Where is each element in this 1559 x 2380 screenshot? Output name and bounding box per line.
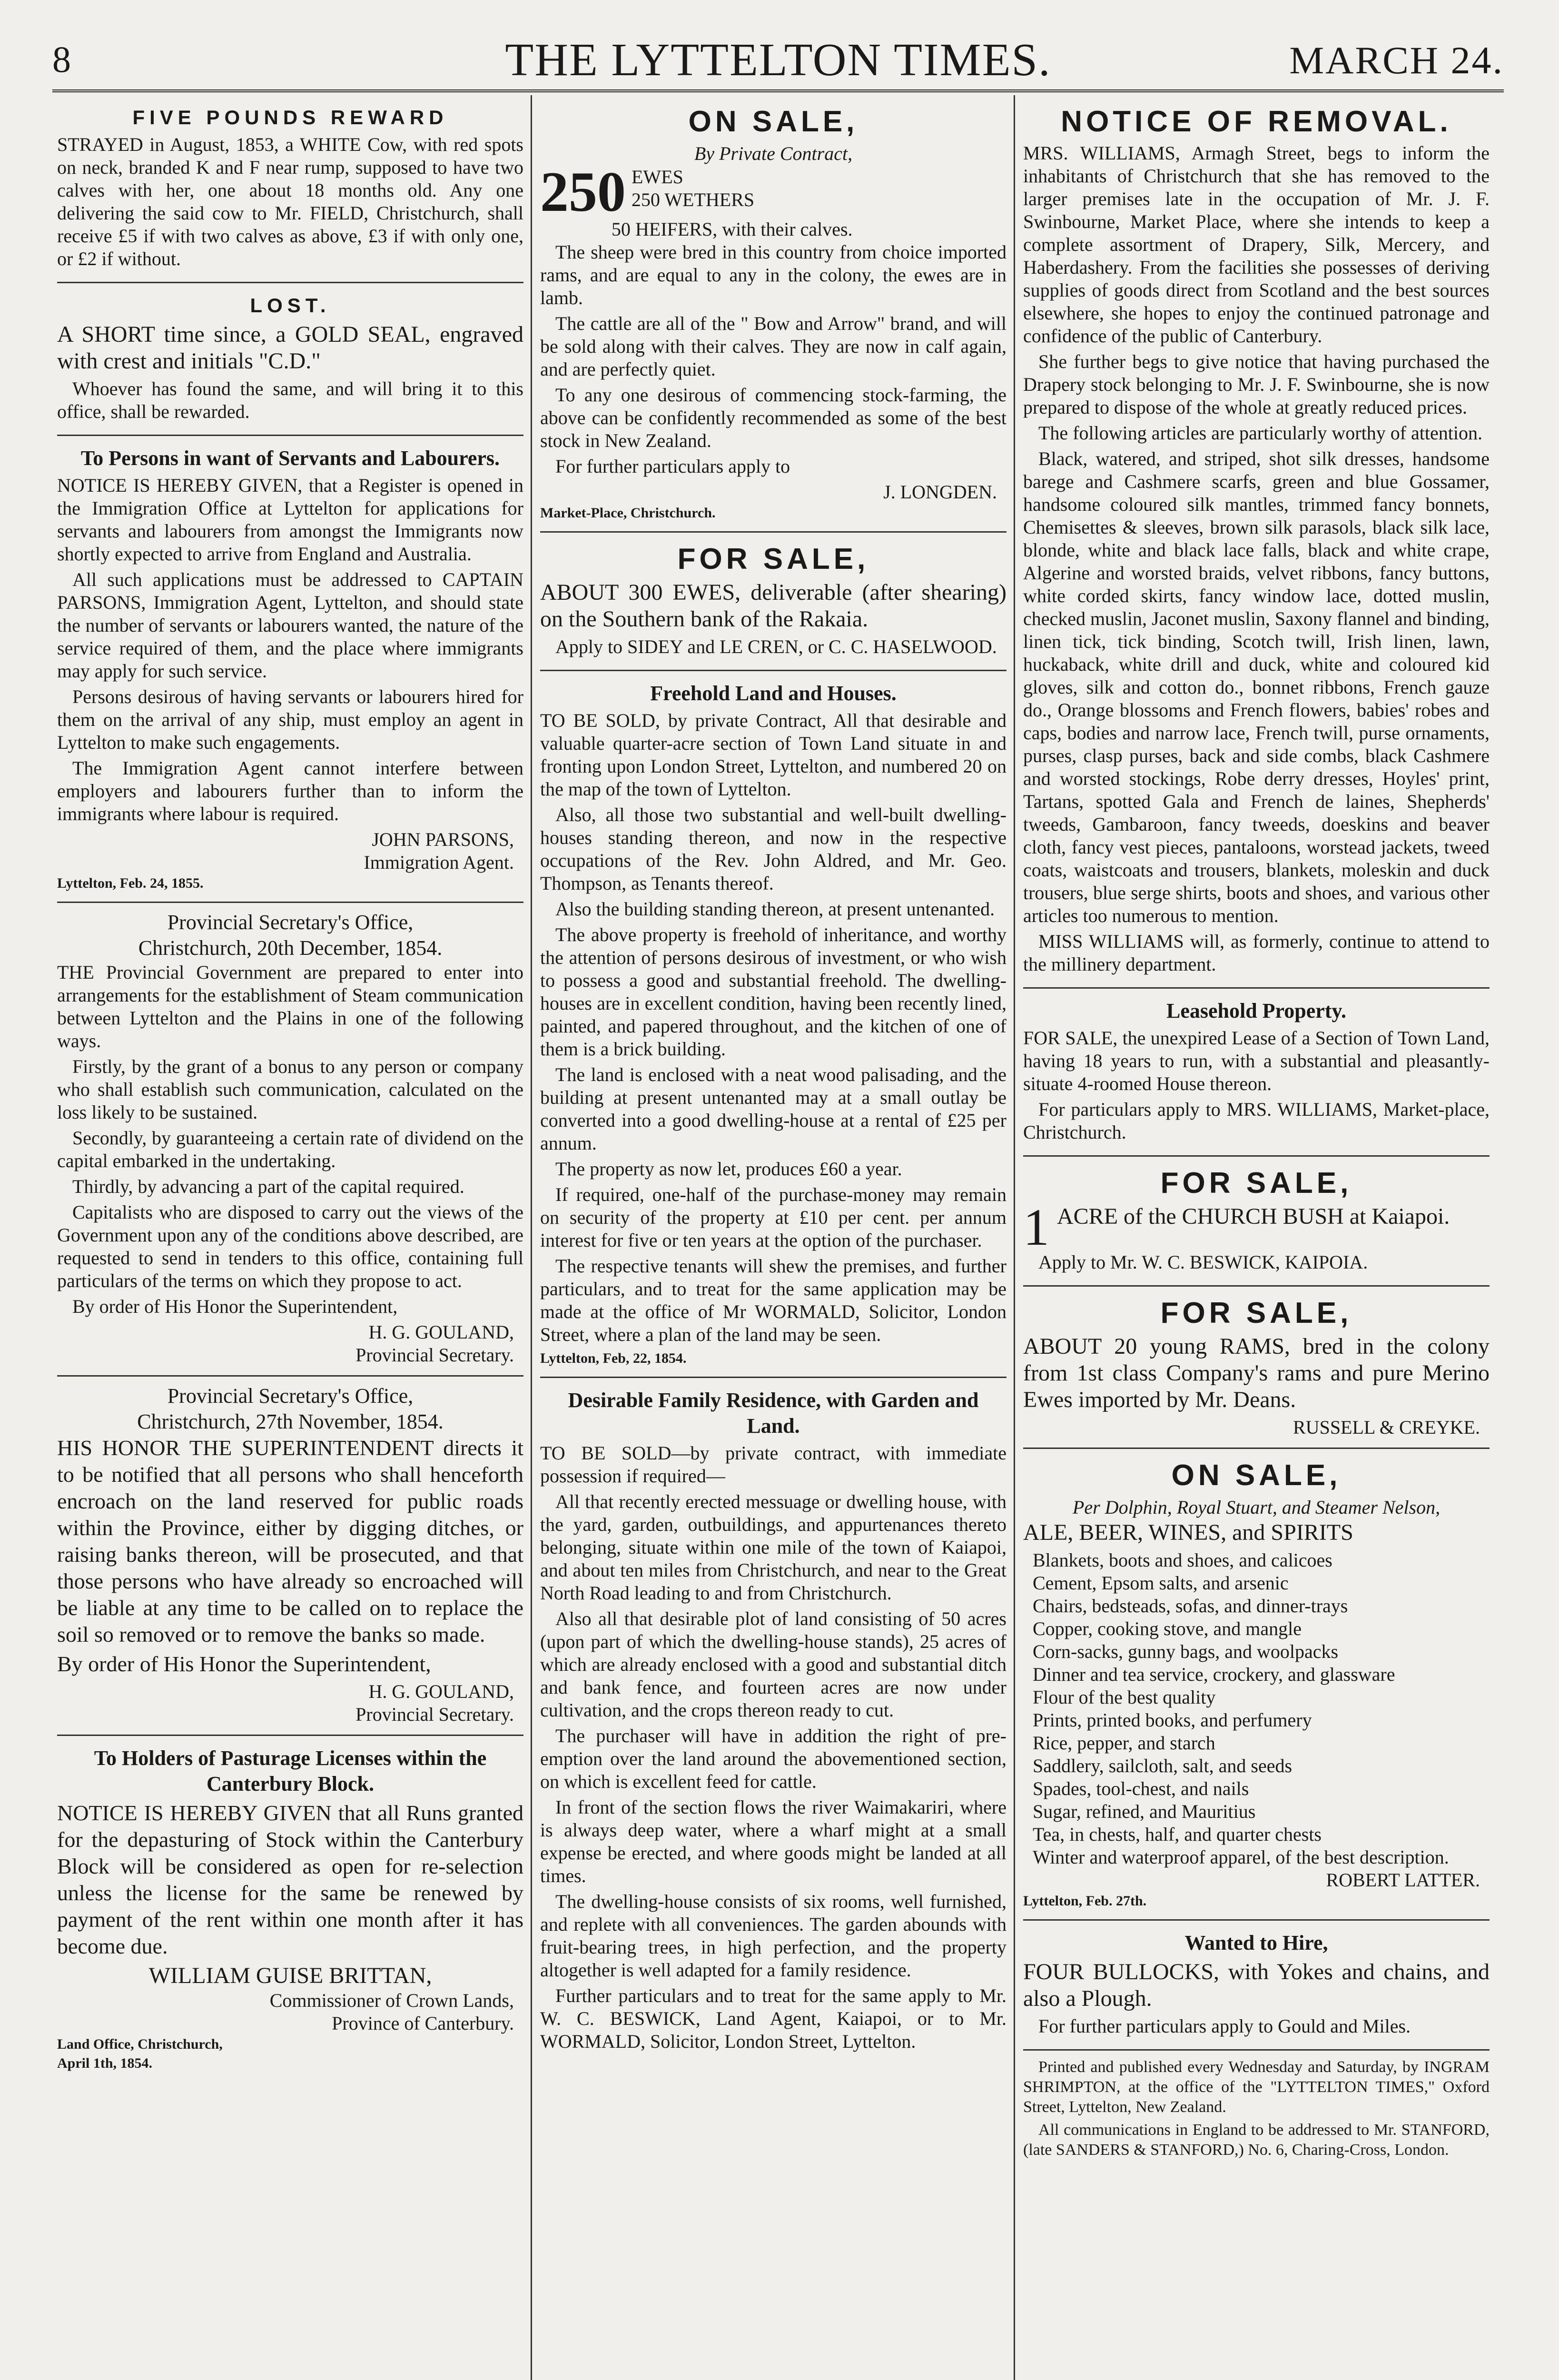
ad-text: The property as now let, produces £60 a year. [555,1158,902,1180]
imprint-text: All communications in England to be addressed to Mr. STANFORD, (late SANDERS & STANFORD,) No. 6, Charing-Cross, London. [1023,2121,1490,2159]
imprint-text: Printed and published every Wednesday and Saturday, by INGRAM SHRIMPTON, at the office of the "LYTTELTON TIMES," Oxford Street, Lyttelton, New Zealand. [1023,2058,1490,2116]
stock-line: 50 HEIFERS, with their calves. [612,218,853,240]
office-line: Provincial Secretary's Office, [167,1384,414,1408]
ad-text: The purchaser will have in addition the right of pre-emption over the land around the abovementioned section, on which is excellent feed for cattle. [540,1725,1006,1792]
signature-title: Commissioner of Crown Lands, [269,1990,514,2011]
dateline: Market-Place, Christchurch. [540,505,716,521]
ad-text: Apply to Mr. W. C. BESWICK, KAIPOIA. [1038,1251,1368,1273]
ad-subheading: Per Dolphin, Royal Stuart, and Steamer Nelson, [1072,1497,1441,1518]
ad-family-residence [540,1378,1006,2064]
signature: ROBERT LATTER. [1326,1869,1480,1891]
ad-leasehold-property [1023,989,1490,1157]
ad-text: ABOUT 20 young RAMS, bred in the colony from 1st class Company's rams and pure Merino Ewes imported by Mr. Deans. [1023,1334,1490,1412]
ad-text: For further particulars apply to Gould and Miles. [1038,2015,1411,2037]
goods-item: Winter and waterproof apparel, of the best description. [1033,1846,1449,1868]
ad-text: MRS. WILLIAMS, Armagh Street, begs to inform the inhabitants of Christchurch that she has removed to the larger premises late in the occupation of Mr. J. F. Swinbourne, Market Place, where she intends to keep a complete assortment of Drapery, Silk, Mercery, and Haberdashery. From the facilities she possesses of deriving supplies of goods direct from Scotland and the best sources elsewhere, she hopes to enjoy the continued patronage and confidence of the public of Canterbury. [1023,142,1490,347]
ad-goods-on-sale [1023,1449,1490,1921]
dateline: Lyttelton, Feb. 27th. [1023,1893,1147,1909]
ad-heading: LOST. [250,294,331,317]
ad-heading: ON SALE, [688,105,858,138]
ad-heading: Wanted to Hire, [1184,1931,1328,1954]
dated-line: Christchurch, 27th November, 1854. [137,1410,444,1433]
ad-text: Black, watered, and striped, shot silk dresses, handsome barege and Cashmere scarfs, green and blue Gossamer, handsome coloured silk mantles, trimmed fancy bonnets, Chemisettes & sleeves, brown silk parasols, black silk lace, blonde, white and black lace falls, black and white crape, Algerine and worsted braids, velvet ribbons, fancy buttons, white corded skirts, fancy window lace, dotted muslin, checked muslin, Jaconet muslin, Saxony flannel and binding, linen tick, tick binding, Scotch twill, Irish linen, lawn, huckaback, white drill and duck, white and coloured kid gloves, silk and cotton do., bonnet ribbons, French gauze do., Orange blossoms and French flowers, babies' robes and caps, bodies and narrow lace, French twill, purse ornaments, purses, clasp purses, back and side combs, black Cashmere and worsted stockings, Robe derry dresses, Hoyles' print, Tartans, spotted Gala and French de laines, Shepherds' tweeds, Gambaroon, fancy tweeds, doeskins and beaver cloth, fancy vest pieces, pantaloons, worstead jackets, tweed coats, waistcoats and trousers, blankets, moleskin and duck trousers, blue serge shirts, boots and shoes, and various other articles too numerous to mention. [1023,448,1490,926]
ad-wanted-to-hire [1023,1921,1490,2051]
ad-text: FOUR BULLOCKS, with Yokes and chains, and also a Plough. [1023,1959,1490,2011]
goods-item: Spades, tool-chest, and nails [1033,1778,1249,1799]
ad-text: NOTICE IS HEREBY GIVEN, that a Register is opened in the Immigration Office at Lyttelton for applications for servants and labourers from amongst the Immigrants now shortly expected to arrive from England and Australia. [57,475,523,565]
ad-text: In front of the section flows the river Waimakariri, where is always deep water, where a wharf might at a small expense be erected, and where goods might be landed at all times. [540,1796,1006,1886]
ad-text: The sheep were bred in this country from choice imported rams, and are equal to any in the colony, the ewes are in lamb. [540,241,1006,308]
dated-line: Christchurch, 20th December, 1854. [138,936,443,960]
signature-title: Immigration Agent. [364,852,514,873]
column-divider [531,95,532,2380]
ad-church-bush [1023,1157,1490,1287]
dateline: Land Office, Christchurch, [57,2036,223,2052]
signature: H. G. GOULAND, [368,1321,514,1343]
issue-date: MARCH 24. [1289,39,1504,82]
ad-heading: To Holders of Pasturage Licenses within the Canterbury Block. [94,1746,487,1795]
ad-text: For particulars apply to MRS. WILLIAMS, Market-place, Christchurch. [1023,1099,1490,1143]
ad-text: STRAYED in August, 1853, a WHITE Cow, with red spots on neck, branded K and F near rump, supposed to have two calves with her, one about 18 months old. Any one delivering the said cow to Mr. FIELD, Christchurch, shall receive £5 if with two calves as above, £3 if with only one, or £2 if without. [57,134,523,269]
ad-text: Apply to SIDEY and LE CREN, or C. C. HASELWOOD. [555,636,997,657]
goods-item: Cement, Epsom salts, and arsenic [1033,1572,1289,1594]
ad-text: TO BE SOLD—by private contract, with immediate possession if required— [540,1442,1006,1487]
signature: WILLIAM GUISE BRITTAN, [148,1963,432,1988]
page-number: 8 [52,39,71,80]
signature-title: Provincial Secretary. [355,1344,514,1366]
header-rule [52,89,1504,92]
ad-text: To any one desirous of commencing stock-farming, the above can be confidently recommended as some of the best stock in New Zealand. [540,384,1006,451]
ad-pasturage-licenses [57,1736,523,2082]
ad-on-sale-stock [540,95,1006,533]
goods-item: Rice, pepper, and starch [1033,1732,1215,1754]
goods-item: Copper, cooking stove, and mangle [1033,1618,1302,1639]
signature: JOHN PARSONS, [372,829,514,850]
goods-first-line: ALE, BEER, WINES, and SPIRITS [1023,1520,1353,1545]
ad-public-roads [57,1377,523,1736]
ad-heading: ON SALE, [1171,1459,1342,1492]
ad-notice-of-removal [1023,95,1490,989]
ad-text: The above property is freehold of inheritance, and worthy the attention of persons desirous of investment, or who wish to possess a good and substantial freehold. The dwelling-houses are in excellent condition, having been recently lined, painted, and papered throughout, and the kitchen of one of them is a brick building. [540,924,1006,1060]
ad-text: By order of His Honor the Superintendent, [72,1296,398,1317]
ad-text: Firstly, by the grant of a bonus to any person or company who shall establish such communication, calculated on the loss likely to be sustained. [57,1056,523,1123]
ad-text: Capitalists who are disposed to carry out the views of the Government upon any of the conditions above described, are requested to send in tenders to this office, containing full particulars of the terms on which they propose to act. [57,1201,523,1291]
ad-text: The dwelling-house consists of six rooms, well furnished, and replete with all conveniences. The garden abounds with fruit-bearing trees, in high perfection, and the property altogether is well adapted for a family residence. [540,1891,1006,1981]
ad-heading: Desirable Family Residence, with Garden and Land. [568,1388,979,1438]
ad-text: Also all that desirable plot of land consisting of 50 acres (upon part of which the dwelling-house stands), 25 acres of which are already enclosed with a good and substantial ditch and bank fence, and fourteen acres are now under cultivation, and the crops thereon ready to cut. [540,1608,1006,1721]
page-header [52,33,1504,90]
ad-text: The cattle are all of the " Bow and Arrow" brand, and will be sold along with their calves. They are now in calf again, and are perfectly quiet. [540,313,1006,380]
signature-title: Province of Canterbury. [332,2013,514,2034]
goods-item: Saddlery, sailcloth, salt, and seeds [1033,1755,1293,1776]
stock-line: 250 WETHERS [631,189,755,210]
ad-freehold-land [540,671,1006,1378]
goods-item: Tea, in chests, half, and quarter chests [1033,1824,1322,1845]
dateline: Lyttelton, Feb, 22, 1854. [540,1350,687,1366]
stock-count: 250 [540,160,626,223]
ad-text: The Immigration Agent cannot interfere between employers and labourers further than to inform the immigrants where labour is required. [57,757,523,824]
ad-text: MISS WILLIAMS will, as formerly, continue to attend to the millinery department. [1023,931,1490,975]
ad-text: If required, one-half of the purchase-money may remain on security of the property at £10 per cent. per annum interest for five or ten years at the option of the purchaser. [540,1184,1006,1251]
ad-lost [57,283,523,436]
column-divider [1014,95,1015,2380]
ad-subheading: By Private Contract, [694,143,853,164]
column-1 [57,95,523,2380]
column-2 [540,95,1006,2380]
ad-text: TO BE SOLD, by private Contract, All that desirable and valuable quarter-acre section of Town Land situate in and fronting upon London Street, Lyttelton, and numbered 20 on the map of the town of Lyttelton. [540,710,1006,800]
goods-item: Blankets, boots and shoes, and calicoes [1033,1549,1332,1571]
ad-text: Secondly, by guaranteeing a certain rate of dividend on the capital embarked in the undertaking. [57,1127,523,1171]
ad-text: The following articles are particularly worthy of attention. [1038,422,1483,444]
ad-text: Whoever has found the same, and will bring it to this office, shall be rewarded. [57,378,523,422]
signature-title: Provincial Secretary. [355,1704,514,1725]
stock-line: EWES [631,166,683,188]
ad-heading: NOTICE OF REMOVAL. [1061,105,1452,138]
ad-text: She further begs to give notice that having purchased the Drapery stock belonging to Mr. J. F. Swinbourne, she is now prepared to dispose of the whole at greatly reduced prices. [1023,351,1490,418]
ad-for-sale-ewes [540,533,1006,671]
ad-text: Persons desirous of having servants or labourers hired for them on the arrival of any ship, must employ an agent in Lyttelton to make such engagements. [57,686,523,753]
ad-text: THE Provincial Government are prepared to enter into arrangements for the establishment of Steam communication between Lyttelton and the Plains in one of the following ways. [57,962,523,1051]
ad-text: All such applications must be addressed to CAPTAIN PARSONS, Immigration Agent, Lyttelton, and should state the number of servants or labourers wanted, the nature of the service required of them, and the place where immigrants may apply for such service. [57,569,523,682]
signature: J. LONGDEN. [883,481,997,503]
ad-servants [57,436,523,903]
ad-text: Also the building standing thereon, at present untenanted. [555,898,995,920]
dateline: Lyttelton, Feb. 24, 1855. [57,875,204,891]
ad-text: ABOUT 300 EWES, deliverable (after shearing) on the Southern bank of the Rakaia. [540,580,1006,632]
ad-heading: To Persons in want of Servants and Labourers. [80,446,500,470]
column-3 [1023,95,1490,2380]
ad-heading: FOR SALE, [1160,1297,1352,1329]
ad-text: By order of His Honor the Superintendent, [57,1652,431,1676]
goods-item: Corn-sacks, gunny bags, and woolpacks [1033,1641,1339,1662]
ad-text: For further particulars apply to [555,456,790,477]
ad-steam-communication [57,903,523,1377]
ad-text: Also, all those two substantial and well-built dwelling-houses standing thereon, and now in the respective occupations of the Rev. John Aldred, and Mr. Geo. Thompson, as Tenants thereof. [540,804,1006,894]
ad-text: Further particulars and to treat for the same apply to Mr. W. C. BESWICK, Land Agent, Kaiapoi, or to Mr. WORMALD, Solicitor, London Street, Lyttelton. [540,1985,1006,2052]
goods-item: Dinner and tea service, crockery, and glassware [1033,1664,1395,1685]
ad-five-pounds-reward [57,95,523,283]
acre-count: 1 [1023,1198,1049,1256]
goods-item: Prints, printed books, and perfumery [1033,1709,1312,1731]
ad-text: FOR SALE, the unexpired Lease of a Section of Town Land, having 18 years to run, with a substantial and pleasantly-situate 4-roomed House thereon. [1023,1027,1490,1094]
goods-item: Sugar, refined, and Mauritius [1033,1801,1256,1822]
ad-text: The respective tenants will shew the premises, and further particulars, and to treat for the same application may be made at the office of Mr WORMALD, Solicitor, London Street, where a plan of the land may be seen. [540,1255,1006,1345]
ad-heading: FOR SALE, [1160,1167,1352,1200]
signature: H. G. GOULAND, [368,1681,514,1702]
ad-rams [1023,1287,1490,1449]
newspaper-title: THE LYTTELTON TIMES. [505,34,1051,86]
ad-text: Thirdly, by advancing a part of the capital required. [72,1176,464,1197]
ad-heading: Leasehold Property. [1166,999,1347,1022]
ad-heading: Freehold Land and Houses. [650,682,897,705]
ad-text: HIS HONOR THE SUPERINTENDENT directs it to be notified that all persons who shall henceforth encroach on the land reserved for public roads within the Province, either by digging ditches, or raising banks thereon, will be prosecuted, and that those persons who have already so encroached will be liable at any time to be called on to replace the soil so removed or to remove the banks so made. [57,1436,523,1646]
ad-text: All that recently erected messuage or dwelling house, with the yard, garden, outbuildings, and appurtenances thereto belonging, situate within one mile of the town of Kaiapoi, and about ten miles from Christchurch, and near to the Great North Road leading to and from Christchurch. [540,1491,1006,1604]
ad-text: ACRE of the CHURCH BUSH at Kaiapoi. [1057,1204,1450,1229]
dateline: April 1th, 1854. [57,2055,153,2071]
ad-heading: FOR SALE, [677,543,869,575]
ad-text: NOTICE IS HEREBY GIVEN that all Runs granted for the depasturing of Stock within the Canterbury Block will be considered as open for re-selection unless the license for the same be renewed by payment of the rent within one month after it has become due. [57,1801,523,1958]
ad-text: The land is enclosed with a neat wood palisading, and the building at present untenanted may at a small outlay be converted into a good dwelling-house at a rental of £25 per annum. [540,1064,1006,1154]
publisher-imprint [1023,2051,1490,2172]
signature: RUSSELL & CREYKE. [1293,1417,1480,1438]
ad-text: A SHORT time since, a GOLD SEAL, engraved with crest and initials "C.D." [57,322,523,374]
goods-item: Chairs, bedsteads, sofas, and dinner-trays [1033,1595,1348,1616]
goods-item: Flour of the best quality [1033,1686,1216,1708]
ad-heading: FIVE POUNDS REWARD [132,106,448,129]
office-line: Provincial Secretary's Office, [167,911,414,934]
